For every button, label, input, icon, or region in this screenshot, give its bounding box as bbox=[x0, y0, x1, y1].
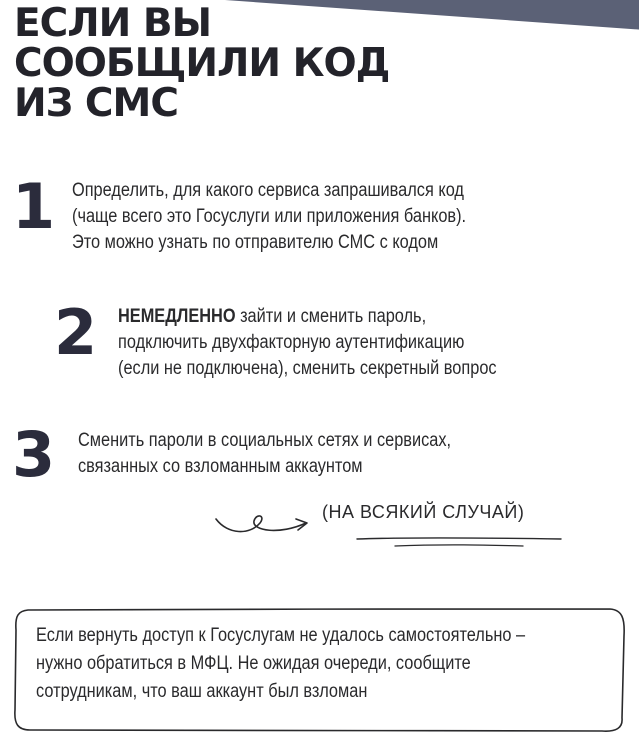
step-1-line-1: Определить, для какого сервиса запрашивался код bbox=[72, 180, 464, 201]
info-box-text bbox=[36, 622, 525, 706]
page-title: ЕСЛИ ВЫ СООБЩИЛИ КОД ИЗ СМС bbox=[14, 1, 390, 126]
step-2-line-1-rest: зайти и сменить пароль, bbox=[235, 306, 427, 327]
step-3-line-2: связанных со взломанным аккаунтом bbox=[78, 456, 363, 477]
precaution-note: (НА ВСЯКИЙ СЛУЧАЙ) bbox=[322, 502, 525, 522]
step-2-line-2: подключить двухфакторную аутентификацию bbox=[118, 332, 465, 353]
step-2-number: 2 bbox=[54, 296, 98, 369]
step-2-emphasis: НЕМЕДЛЕННО bbox=[118, 306, 236, 327]
step-3-line-1: Сменить пароли в социальных сетях и сервисах, bbox=[78, 430, 452, 451]
step-2-line-3: (если не подключена), сменить секретный вопрос bbox=[118, 358, 497, 379]
step-1-number: 1 bbox=[12, 170, 56, 243]
info-line-1: Если вернуть доступ к Госуслугам не удалось самостоятельно – bbox=[36, 625, 526, 646]
info-line-2: нужно обратиться в МФЦ. Не ожидая очереди, сообщите bbox=[36, 653, 471, 674]
step-2-line-1 bbox=[118, 304, 497, 330]
info-line-3: сотрудникам, что ваш аккаунт был взломан bbox=[36, 681, 368, 702]
step-1-text bbox=[72, 178, 466, 256]
step-1-line-2: (чаще всего это Госуслуги или приложения банков). bbox=[72, 206, 467, 227]
step-2-text bbox=[118, 304, 497, 382]
step-3-number: 3 bbox=[12, 418, 56, 491]
note-underline bbox=[355, 536, 565, 550]
curly-arrow-icon bbox=[210, 505, 310, 545]
step-3-text bbox=[78, 428, 451, 480]
step-1-line-3: Это можно узнать по отправителю СМС с кодом bbox=[72, 232, 439, 253]
